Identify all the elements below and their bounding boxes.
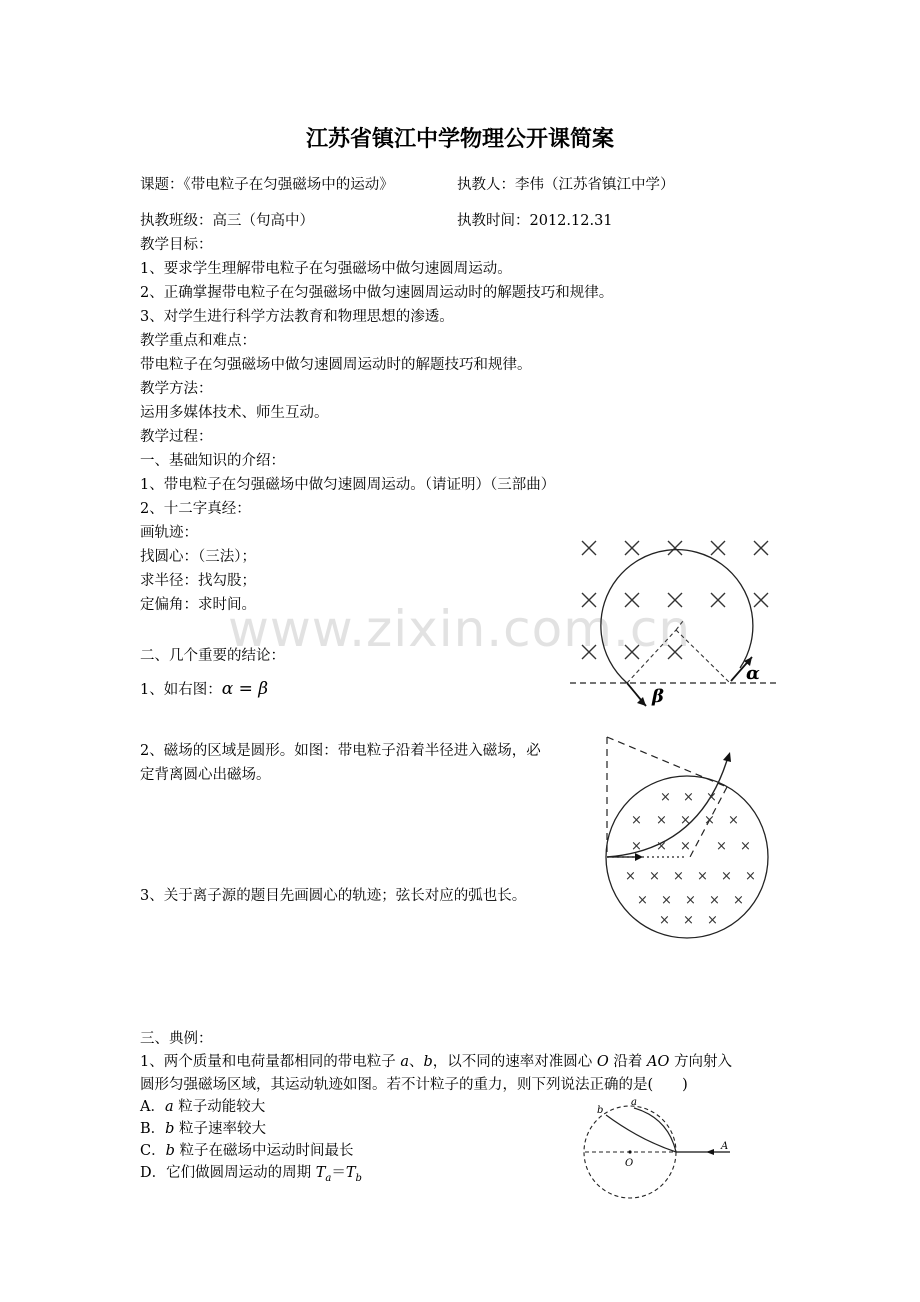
time-text: 执教时间：2012.12.31 — [457, 213, 613, 229]
svg-text:×: × — [697, 869, 708, 884]
period-symbol: T — [315, 1165, 326, 1181]
option-var: a — [164, 1099, 174, 1115]
label-O: O — [625, 1158, 634, 1169]
conclusion-2-line2: 定背离圆心出磁场。 — [140, 767, 271, 783]
option-text: 粒子速率较大 — [174, 1121, 267, 1137]
svg-text:×: × — [625, 869, 636, 884]
process-heading: 教学过程： — [140, 429, 213, 445]
option-text: 粒子动能较大 — [173, 1099, 266, 1115]
svg-text:×: × — [728, 813, 739, 828]
objective-item: 3、对学生进行科学方法教育和物理思想的渗透。 — [140, 309, 454, 325]
svg-text:×: × — [673, 869, 684, 884]
svg-text:×: × — [637, 893, 648, 908]
process-item1: 1、带电粒子在匀强磁场中做匀速圆周运动。（请证明）（三部曲） — [140, 477, 556, 493]
objective-item: 2、正确掌握带电粒子在匀强磁场中做匀速圆周运动时的解题技巧和规律。 — [140, 285, 614, 301]
svg-text:×: × — [704, 813, 715, 828]
svg-text:×: × — [631, 813, 642, 828]
option-text: 粒子在磁场中运动时间最长 — [174, 1143, 354, 1159]
option-text: D．它们做圆周运动的周期 — [140, 1165, 316, 1181]
q1-text: 1、两个质量和电荷量都相同的带电粒子 — [140, 1054, 401, 1070]
method-text: 运用多媒体技术、师生互动。 — [140, 405, 329, 421]
svg-text:×: × — [649, 869, 660, 884]
q1-var-o: O — [596, 1054, 609, 1070]
process-item2: 2、十二字真经： — [140, 501, 251, 517]
svg-text:×: × — [631, 839, 642, 854]
svg-text:×: × — [685, 893, 696, 908]
conclusion-3: 3、关于离子源的题目先画圆心的轨迹；弦长对应的弧也长。 — [140, 888, 527, 904]
method-heading: 教学方法： — [140, 381, 213, 397]
section2-heading: 二、几个重要的结论： — [140, 648, 285, 664]
label-b: b — [597, 1105, 604, 1116]
option-label: B． — [140, 1121, 166, 1137]
svg-text:×: × — [680, 839, 691, 854]
q1-text: ，以不同的速率对准圆心 — [432, 1054, 597, 1070]
rule-line: 画轨迹： — [140, 525, 198, 541]
label-beta: β — [652, 686, 664, 707]
svg-text:×: × — [656, 839, 667, 854]
label-a: a — [631, 1097, 637, 1108]
svg-text:×: × — [745, 869, 756, 884]
q1-sep: 、 — [409, 1054, 424, 1070]
examples-heading: 三、典例： — [140, 1031, 213, 1047]
svg-text:×: × — [660, 790, 671, 805]
label-A: A — [721, 1141, 729, 1152]
rule-line: 定偏角：求时间。 — [140, 597, 256, 613]
alpha-beta-formula: α = β — [221, 679, 269, 699]
q1-var-a: a — [400, 1054, 409, 1070]
conclusion-1-prefix: 1、如右图： — [140, 682, 222, 698]
keypoints-heading: 教学重点和难点： — [140, 333, 256, 349]
period-symbol: T — [345, 1165, 356, 1181]
trajectory-b — [606, 1115, 676, 1152]
option-var: b — [165, 1143, 175, 1159]
keypoints-text: 带电粒子在匀强磁场中做匀速圆周运动时的解题技巧和规律。 — [140, 357, 532, 373]
q1-text: 沿着 — [608, 1054, 648, 1070]
svg-text:×: × — [740, 839, 751, 854]
svg-text:×: × — [659, 913, 670, 928]
q1-text: 方向射入 — [669, 1054, 732, 1070]
conclusion-2-line1: 2、磁场的区域是圆形。如图：带电粒子沿着半径进入磁场，必 — [140, 743, 541, 759]
equals-sign: ＝ — [331, 1165, 346, 1181]
svg-text:×: × — [707, 913, 718, 928]
rule-line: 求半径：找勾股； — [140, 573, 256, 589]
period-subscript: b — [355, 1172, 362, 1184]
watermark: www.zixin.com.cn — [228, 600, 692, 658]
svg-text:×: × — [733, 893, 744, 908]
question-1-line2: 圆形匀强磁场区域，其运动轨迹如图。若不计粒子的重力，则下列说法正确的是( ) — [140, 1077, 688, 1093]
svg-text:×: × — [721, 869, 732, 884]
objective-item: 1、要求学生理解带电粒子在匀强磁场中做匀速圆周运动。 — [140, 261, 512, 277]
page-title: 江苏省镇江中学物理公开课简案 — [305, 127, 614, 152]
option-label: C． — [140, 1143, 166, 1159]
svg-text:×: × — [680, 813, 691, 828]
svg-text:×: × — [706, 790, 717, 805]
q1-var-ao: AO — [647, 1054, 670, 1070]
q1-var-b: b — [423, 1054, 433, 1070]
svg-text:×: × — [683, 790, 694, 805]
label-alpha: α — [746, 663, 760, 684]
center-point — [628, 1150, 631, 1153]
topic-text: 课题：《带电粒子在匀强磁场中的运动》 — [140, 177, 394, 193]
svg-text:×: × — [709, 893, 720, 908]
svg-text:×: × — [716, 839, 727, 854]
option-label: A． — [140, 1099, 165, 1115]
period-subscript: a — [325, 1172, 332, 1184]
svg-text:×: × — [683, 913, 694, 928]
svg-text:×: × — [656, 813, 667, 828]
objectives-heading: 教学目标： — [140, 237, 213, 253]
option-var: b — [165, 1121, 175, 1137]
rule-line: 找圆心：（三法）； — [140, 549, 256, 565]
svg-text:×: × — [661, 893, 672, 908]
section1-heading: 一、基础知识的介绍： — [140, 453, 285, 469]
teacher-text: 执教人：李伟（江苏省镇江中学） — [457, 177, 675, 193]
class-text: 执教班级：高三（句高中） — [140, 213, 314, 229]
trajectory-a — [634, 1108, 676, 1152]
arrowhead — [706, 1149, 714, 1155]
